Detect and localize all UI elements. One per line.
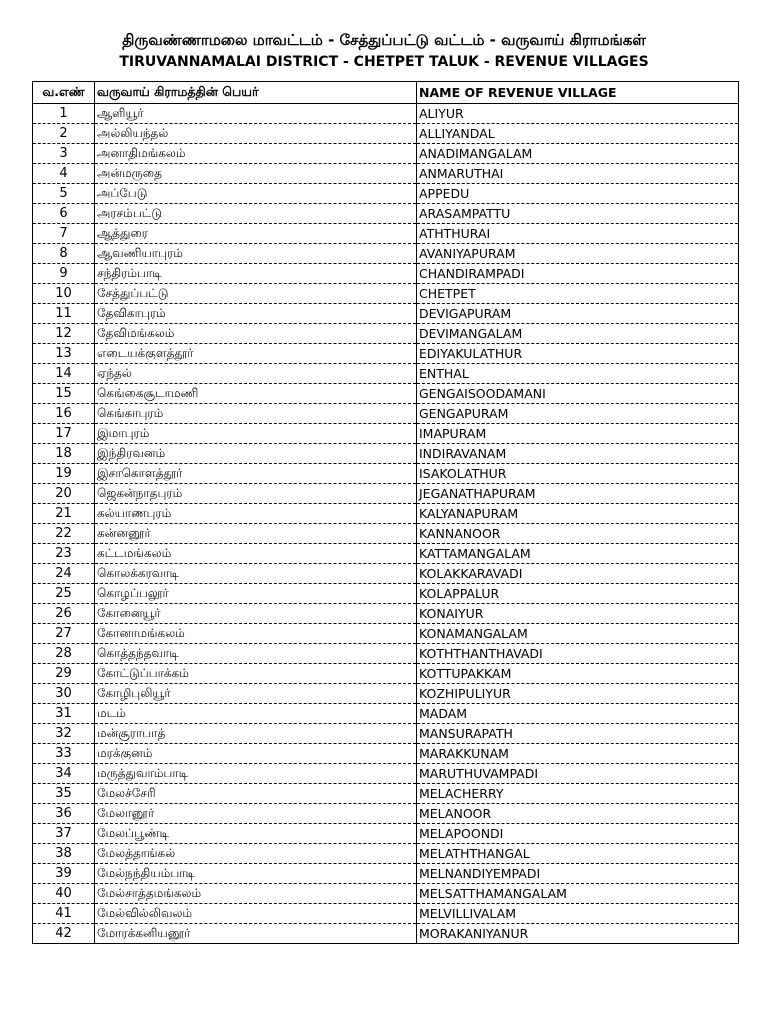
table-row bbox=[33, 764, 739, 784]
table-row bbox=[33, 184, 739, 204]
village-name-tamil-cell: மேலப்பூண்டி bbox=[95, 824, 417, 844]
serial-number-cell: 21 bbox=[33, 504, 95, 524]
table-row bbox=[33, 384, 739, 404]
tamil-name-header: வருவாய் கிராமத்தின் பெயர் bbox=[95, 82, 417, 104]
village-name-tamil-cell: சேத்துப்பட்டு bbox=[95, 284, 417, 304]
table-row bbox=[33, 364, 739, 384]
village-name-english-cell: ALLIYANDAL bbox=[417, 124, 739, 144]
serial-number-cell: 5 bbox=[33, 184, 95, 204]
table-row bbox=[33, 464, 739, 484]
table-row bbox=[33, 604, 739, 624]
village-name-english-cell: INDIRAVANAM bbox=[417, 444, 739, 464]
village-name-tamil-cell: மேல்நந்தியம்பாடி bbox=[95, 864, 417, 884]
serial-number-cell: 23 bbox=[33, 544, 95, 564]
village-name-tamil-cell: கோட்டுப்பாக்கம் bbox=[95, 664, 417, 684]
serial-number-cell: 2 bbox=[33, 124, 95, 144]
table-row bbox=[33, 744, 739, 764]
village-name-english-cell: MELNANDIYEMPADI bbox=[417, 864, 739, 884]
serial-number-cell: 7 bbox=[33, 224, 95, 244]
village-name-english-cell: MELANOOR bbox=[417, 804, 739, 824]
table-row bbox=[33, 804, 739, 824]
table-row bbox=[33, 244, 739, 264]
table-row bbox=[33, 684, 739, 704]
village-name-tamil-cell: கொத்தந்தவாடி bbox=[95, 644, 417, 664]
table-row bbox=[33, 404, 739, 424]
table-row bbox=[33, 224, 739, 244]
village-name-english-cell: MARAKKUNAM bbox=[417, 744, 739, 764]
serial-number-cell: 18 bbox=[33, 444, 95, 464]
village-name-tamil-cell: மடம் bbox=[95, 704, 417, 724]
serial-number-cell: 39 bbox=[33, 864, 95, 884]
table-row bbox=[33, 844, 739, 864]
serial-number-cell: 1 bbox=[33, 104, 95, 124]
village-name-tamil-cell: கோனாமங்கலம் bbox=[95, 624, 417, 644]
village-name-english-cell: KOTTUPAKKAM bbox=[417, 664, 739, 684]
table-row bbox=[33, 564, 739, 584]
table-row bbox=[33, 664, 739, 684]
serial-number-cell: 16 bbox=[33, 404, 95, 424]
village-name-tamil-cell: மேலச்சேரி bbox=[95, 784, 417, 804]
table-row bbox=[33, 864, 739, 884]
village-name-tamil-cell: இந்திரவனம் bbox=[95, 444, 417, 464]
village-name-english-cell: MORAKANIYANUR bbox=[417, 924, 739, 944]
serial-number-header: வ.எண் bbox=[33, 82, 95, 104]
serial-number-cell: 6 bbox=[33, 204, 95, 224]
table-row bbox=[33, 444, 739, 464]
village-name-tamil-cell: மரக்குனம் bbox=[95, 744, 417, 764]
table-header bbox=[33, 82, 739, 104]
village-name-tamil-cell: கோனையூர் bbox=[95, 604, 417, 624]
table-row bbox=[33, 344, 739, 364]
village-name-tamil-cell: கொழப்பலூர் bbox=[95, 584, 417, 604]
village-name-english-cell: CHANDIRAMPADI bbox=[417, 264, 739, 284]
village-name-english-cell: MARUTHUVAMPADI bbox=[417, 764, 739, 784]
serial-number-cell: 15 bbox=[33, 384, 95, 404]
revenue-villages-table bbox=[32, 81, 739, 944]
table-row bbox=[33, 104, 739, 124]
village-name-english-cell: KOLAKKARAVADI bbox=[417, 564, 739, 584]
village-name-tamil-cell: ஜெகன்நாதபுரம் bbox=[95, 484, 417, 504]
serial-number-cell: 22 bbox=[33, 524, 95, 544]
table-row bbox=[33, 304, 739, 324]
serial-number-cell: 38 bbox=[33, 844, 95, 864]
serial-number-cell: 14 bbox=[33, 364, 95, 384]
table-row bbox=[33, 484, 739, 504]
village-name-tamil-cell: மேலானூர் bbox=[95, 804, 417, 824]
village-name-tamil-cell: தேவிமங்கலம் bbox=[95, 324, 417, 344]
serial-number-cell: 37 bbox=[33, 824, 95, 844]
serial-number-cell: 9 bbox=[33, 264, 95, 284]
village-name-english-cell: ARASAMPATTU bbox=[417, 204, 739, 224]
village-name-english-cell: GENGAISOODAMANI bbox=[417, 384, 739, 404]
village-name-english-cell: MELVILLIVALAM bbox=[417, 904, 739, 924]
village-name-tamil-cell: எடையக்குளத்தூர் bbox=[95, 344, 417, 364]
village-name-english-cell: KOZHIPULIYUR bbox=[417, 684, 739, 704]
serial-number-cell: 30 bbox=[33, 684, 95, 704]
village-name-tamil-cell: அனாதிமங்கலம் bbox=[95, 144, 417, 164]
table-row bbox=[33, 824, 739, 844]
village-name-tamil-cell: கெங்கைசூடாமணி bbox=[95, 384, 417, 404]
serial-number-cell: 11 bbox=[33, 304, 95, 324]
village-name-tamil-cell: தேவிகாபுரம் bbox=[95, 304, 417, 324]
serial-number-cell: 26 bbox=[33, 604, 95, 624]
village-name-english-cell: DEVIMANGALAM bbox=[417, 324, 739, 344]
village-name-english-cell: ATHTHURAI bbox=[417, 224, 739, 244]
english-name-header: NAME OF REVENUE VILLAGE bbox=[417, 82, 739, 104]
serial-number-cell: 20 bbox=[33, 484, 95, 504]
village-name-english-cell: GENGAPURAM bbox=[417, 404, 739, 424]
village-name-tamil-cell: கன்னனூர் bbox=[95, 524, 417, 544]
village-name-english-cell: KANNANOOR bbox=[417, 524, 739, 544]
serial-number-cell: 27 bbox=[33, 624, 95, 644]
table-row bbox=[33, 524, 739, 544]
table-row bbox=[33, 324, 739, 344]
serial-number-cell: 40 bbox=[33, 884, 95, 904]
table-row bbox=[33, 124, 739, 144]
village-name-tamil-cell: அரசம்பட்டு bbox=[95, 204, 417, 224]
village-name-english-cell: ISAKOLATHUR bbox=[417, 464, 739, 484]
village-name-tamil-cell: கொலக்கரவாடி bbox=[95, 564, 417, 584]
village-name-english-cell: ANMARUTHAI bbox=[417, 164, 739, 184]
village-name-tamil-cell: கட்டமங்கலம் bbox=[95, 544, 417, 564]
table-row bbox=[33, 584, 739, 604]
serial-number-cell: 41 bbox=[33, 904, 95, 924]
table-row bbox=[33, 724, 739, 744]
village-name-english-cell: KALYANAPURAM bbox=[417, 504, 739, 524]
serial-number-cell: 17 bbox=[33, 424, 95, 444]
village-name-english-cell: JEGANATHAPURAM bbox=[417, 484, 739, 504]
table-row bbox=[33, 264, 739, 284]
village-name-english-cell: MELSATTHAMANGALAM bbox=[417, 884, 739, 904]
serial-number-cell: 12 bbox=[33, 324, 95, 344]
table-row bbox=[33, 704, 739, 724]
village-name-tamil-cell: இசாகொளத்தூர் bbox=[95, 464, 417, 484]
serial-number-cell: 29 bbox=[33, 664, 95, 684]
serial-number-cell: 24 bbox=[33, 564, 95, 584]
table-row bbox=[33, 544, 739, 564]
village-name-english-cell: MELAPOONDI bbox=[417, 824, 739, 844]
village-name-english-cell: KATTAMANGALAM bbox=[417, 544, 739, 564]
table-row bbox=[33, 204, 739, 224]
village-name-english-cell: KOLAPPALUR bbox=[417, 584, 739, 604]
village-name-tamil-cell: மேல்சாத்தமங்கலம் bbox=[95, 884, 417, 904]
serial-number-cell: 31 bbox=[33, 704, 95, 724]
serial-number-cell: 33 bbox=[33, 744, 95, 764]
village-name-english-cell: CHETPET bbox=[417, 284, 739, 304]
village-name-tamil-cell: சந்திரம்பாடி bbox=[95, 264, 417, 284]
village-name-tamil-cell: ஆத்துரை bbox=[95, 224, 417, 244]
serial-number-cell: 32 bbox=[33, 724, 95, 744]
village-name-tamil-cell: கோழிபுலியூர் bbox=[95, 684, 417, 704]
village-name-english-cell: ALIYUR bbox=[417, 104, 739, 124]
village-name-tamil-cell: ஏந்தல் bbox=[95, 364, 417, 384]
serial-number-cell: 34 bbox=[33, 764, 95, 784]
village-name-english-cell: KONAIYUR bbox=[417, 604, 739, 624]
serial-number-cell: 4 bbox=[33, 164, 95, 184]
document-title-english: TIRUVANNAMALAI DISTRICT - CHETPET TALUK - REVENUE VILLAGES bbox=[119, 54, 649, 70]
village-name-english-cell: KONAMANGALAM bbox=[417, 624, 739, 644]
village-name-english-cell: ANADIMANGALAM bbox=[417, 144, 739, 164]
village-name-english-cell: EDIYAKULATHUR bbox=[417, 344, 739, 364]
village-name-tamil-cell: ஆவணியாபுரம் bbox=[95, 244, 417, 264]
serial-number-cell: 42 bbox=[33, 924, 95, 944]
table-header-row bbox=[33, 82, 739, 104]
serial-number-cell: 25 bbox=[33, 584, 95, 604]
village-name-english-cell: MADAM bbox=[417, 704, 739, 724]
serial-number-cell: 28 bbox=[33, 644, 95, 664]
village-name-tamil-cell: கெங்காபுரம் bbox=[95, 404, 417, 424]
village-name-tamil-cell: இமாபுரம் bbox=[95, 424, 417, 444]
village-name-english-cell: MANSURAPATH bbox=[417, 724, 739, 744]
village-name-english-cell: AVANIYAPURAM bbox=[417, 244, 739, 264]
table-row bbox=[33, 644, 739, 664]
serial-number-cell: 10 bbox=[33, 284, 95, 304]
serial-number-cell: 8 bbox=[33, 244, 95, 264]
village-name-english-cell: KOTHTHANTHAVADI bbox=[417, 644, 739, 664]
table-row bbox=[33, 624, 739, 644]
table-row bbox=[33, 164, 739, 184]
village-name-tamil-cell: கல்யாணபுரம் bbox=[95, 504, 417, 524]
village-name-tamil-cell: மோரக்கனியனூர் bbox=[95, 924, 417, 944]
serial-number-cell: 19 bbox=[33, 464, 95, 484]
table-row bbox=[33, 284, 739, 304]
village-name-english-cell: APPEDU bbox=[417, 184, 739, 204]
document-title-tamil: திருவண்ணாமலை மாவட்டம் - சேத்துப்பட்டு வட்டம் - வருவாய் கிராமங்கள் bbox=[122, 31, 646, 49]
table-row bbox=[33, 884, 739, 904]
table-row bbox=[33, 924, 739, 944]
village-name-english-cell: ENTHAL bbox=[417, 364, 739, 384]
village-name-tamil-cell: மேல்வில்லிவலம் bbox=[95, 904, 417, 924]
village-name-tamil-cell: மேலத்தாங்கல் bbox=[95, 844, 417, 864]
table-row bbox=[33, 424, 739, 444]
village-name-english-cell: MELACHERRY bbox=[417, 784, 739, 804]
village-name-tamil-cell: மன்சூராபாத் bbox=[95, 724, 417, 744]
village-name-tamil-cell: ஆளியூர் bbox=[95, 104, 417, 124]
serial-number-cell: 36 bbox=[33, 804, 95, 824]
village-name-english-cell: DEVIGAPURAM bbox=[417, 304, 739, 324]
table-row bbox=[33, 144, 739, 164]
table-row bbox=[33, 904, 739, 924]
serial-number-cell: 3 bbox=[33, 144, 95, 164]
village-name-tamil-cell: மருத்துவாம்பாடி bbox=[95, 764, 417, 784]
village-name-tamil-cell: அன்மருதை bbox=[95, 164, 417, 184]
table-row bbox=[33, 504, 739, 524]
village-name-english-cell: IMAPURAM bbox=[417, 424, 739, 444]
serial-number-cell: 35 bbox=[33, 784, 95, 804]
village-name-english-cell: MELATHTHANGAL bbox=[417, 844, 739, 864]
serial-number-cell: 13 bbox=[33, 344, 95, 364]
table-row bbox=[33, 784, 739, 804]
village-name-tamil-cell: அப்பேடு bbox=[95, 184, 417, 204]
table-body bbox=[33, 104, 739, 944]
village-name-tamil-cell: அல்லியந்தல் bbox=[95, 124, 417, 144]
